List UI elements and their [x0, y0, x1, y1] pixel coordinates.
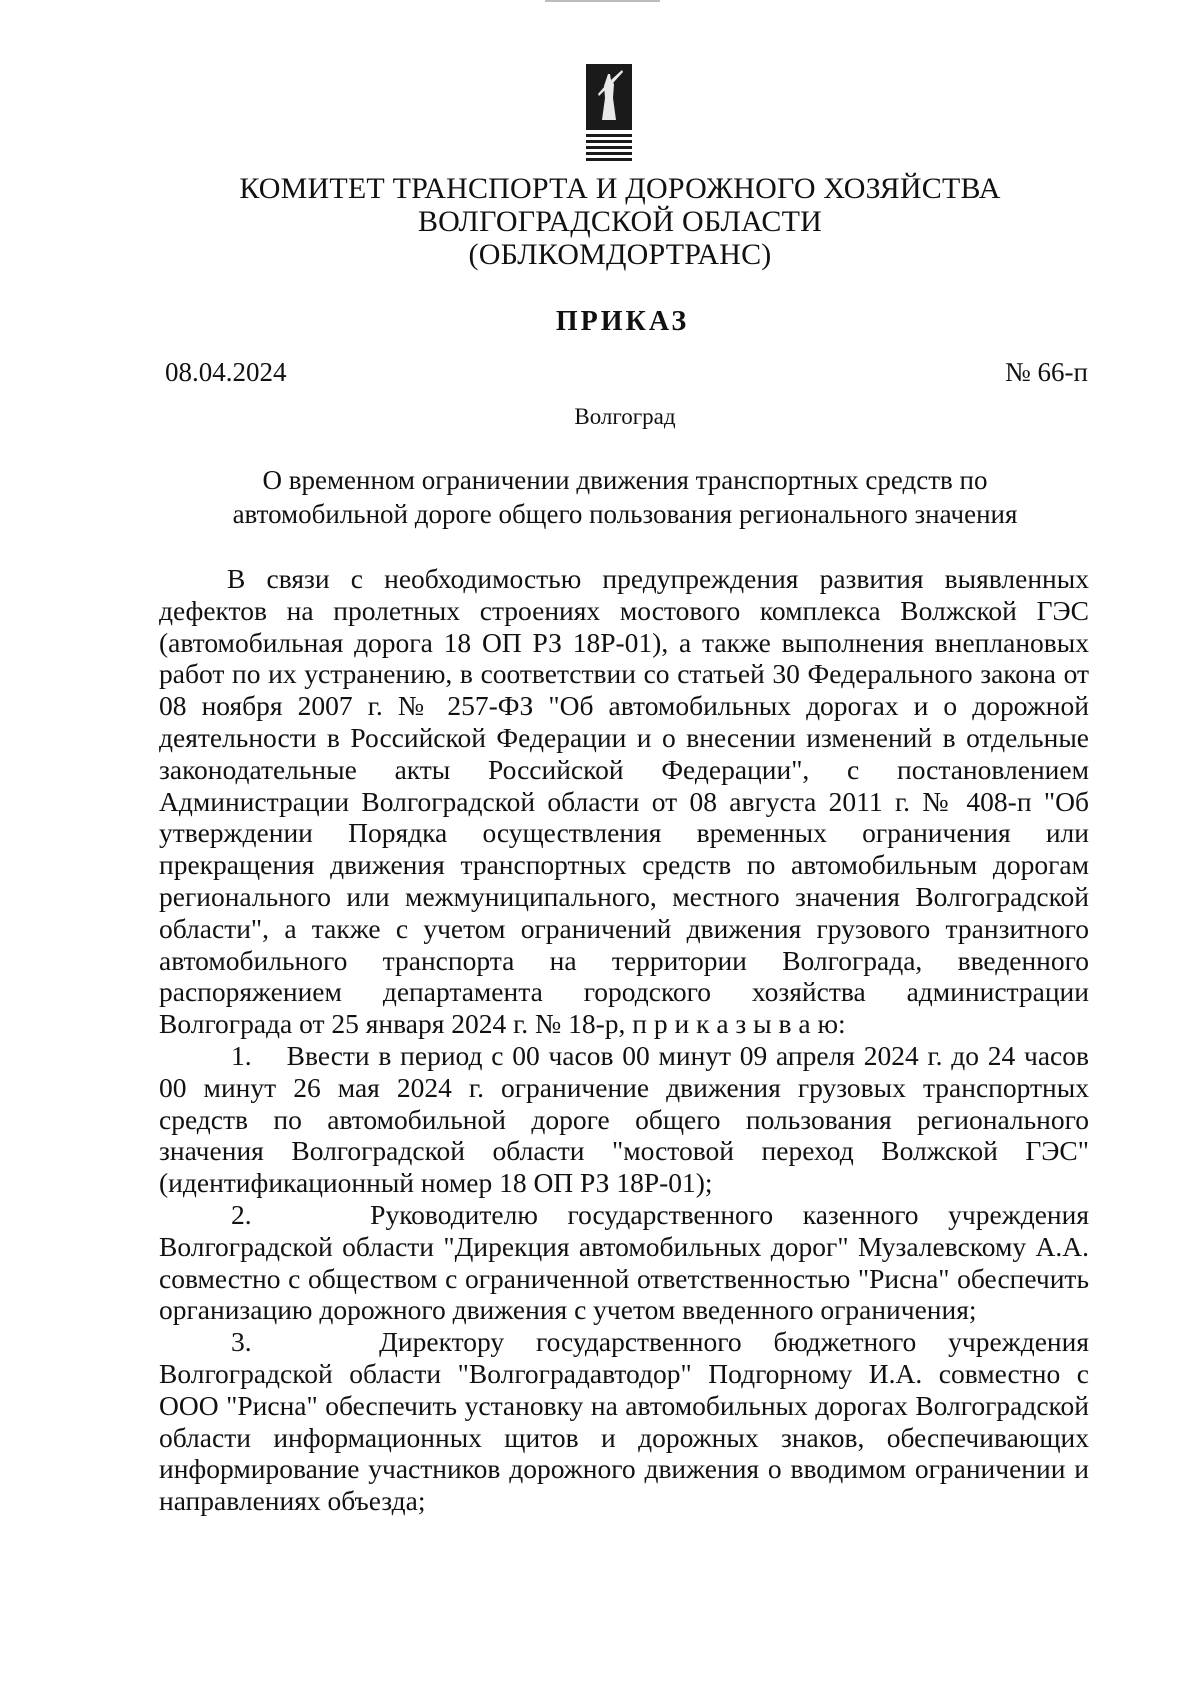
order-city: Волгоград [574, 404, 676, 429]
organization-header [0, 172, 1200, 271]
order-item-3: 3. Директору государственного бюджетного учреждения Волгоградской области "Волгоградавтодор" Подгорному И.А. совместно с ООО "Рисна" обеспечить установку на автомобильных дорогах Волгоградской области информационных щитов и дорожных знаков, обеспечивающих информирование участников дорожного движения о вводимом ограничении и направлениях объезда; [159, 1326, 1089, 1517]
organization-line-2: ВОЛГОГРАДСКОЙ ОБЛАСТИ [417, 205, 823, 238]
order-number: № 66-п [1005, 357, 1088, 387]
organization-line-3: (ОБЛКОМДОРТРАНС) [468, 238, 772, 271]
subject-line-1: О временном ограничении движения транспортных средств по [262, 465, 988, 495]
scan-edge-line [545, 0, 660, 2]
order-item-1: 1. Ввести в период с 00 часов 00 минут 09 апреля 2024 г. до 24 часов 00 минут 26 мая 2024 г. ограничение движения грузовых транспортных средств по автомобильной дороге общего пользования регионального значения Волгоградской области "мостовой переход Волжской ГЭС" (идентификационный номер 18 ОП РЗ 18Р-01); [159, 1039, 1089, 1199]
subject-line-2: автомобильной дороге общего пользования регионального значения [232, 499, 1018, 529]
organization-line-1: КОМИТЕТ ТРАНСПОРТА И ДОРОЖНОГО ХОЗЯЙСТВА [239, 172, 1001, 205]
order-date: 08.04.2024 [165, 357, 287, 387]
order-title: ПРИКАЗ [555, 306, 690, 337]
order-subject [0, 463, 1200, 531]
coat-of-arms-icon [586, 64, 632, 162]
order-item-2: 2. Руководителю государственного казенного учреждения Волгоградской области "Дирекция автомобильных дорог" Музалевскому А.А. совместно с обществом с ограниченной ответственностью "Рисна" обеспечить организацию дорожного движения с учетом введенного ограничения; [159, 1198, 1089, 1326]
order-body [159, 563, 1089, 1517]
preamble-paragraph: В связи с необходимостью предупреждения развития выявленных дефектов на пролетных строениях мостового комплекса Волжской ГЭС (автомобильная дорога 18 ОП РЗ 18Р-01), а также выполнения внеплановых работ по их устранению, в соответствии со статьей 30 Федерального закона от 08 ноября 2007 г. № 257-ФЗ "Об автомобильных дорогах и о дорожной деятельности в Российской Федерации и о внесении изменений в отдельные законодательные акты Российской Федерации", с постановлением Администрации Волгоградской области от 08 августа 2011 г. № 408-п "Об утверждении Порядка осуществления временных ограничения или прекращения движения транспортных средств по автомобильным дорогам регионального или межмуниципального, местного значения Волгоградской области", а также с учетом ограничений движения грузового транзитного автомобильного транспорта на территории Волгограда, введенного распоряжением департамента городского хозяйства администрации Волгограда от 25 января 2024 г. № 18-р, п р и к а з ы в а ю: [159, 563, 1089, 1040]
